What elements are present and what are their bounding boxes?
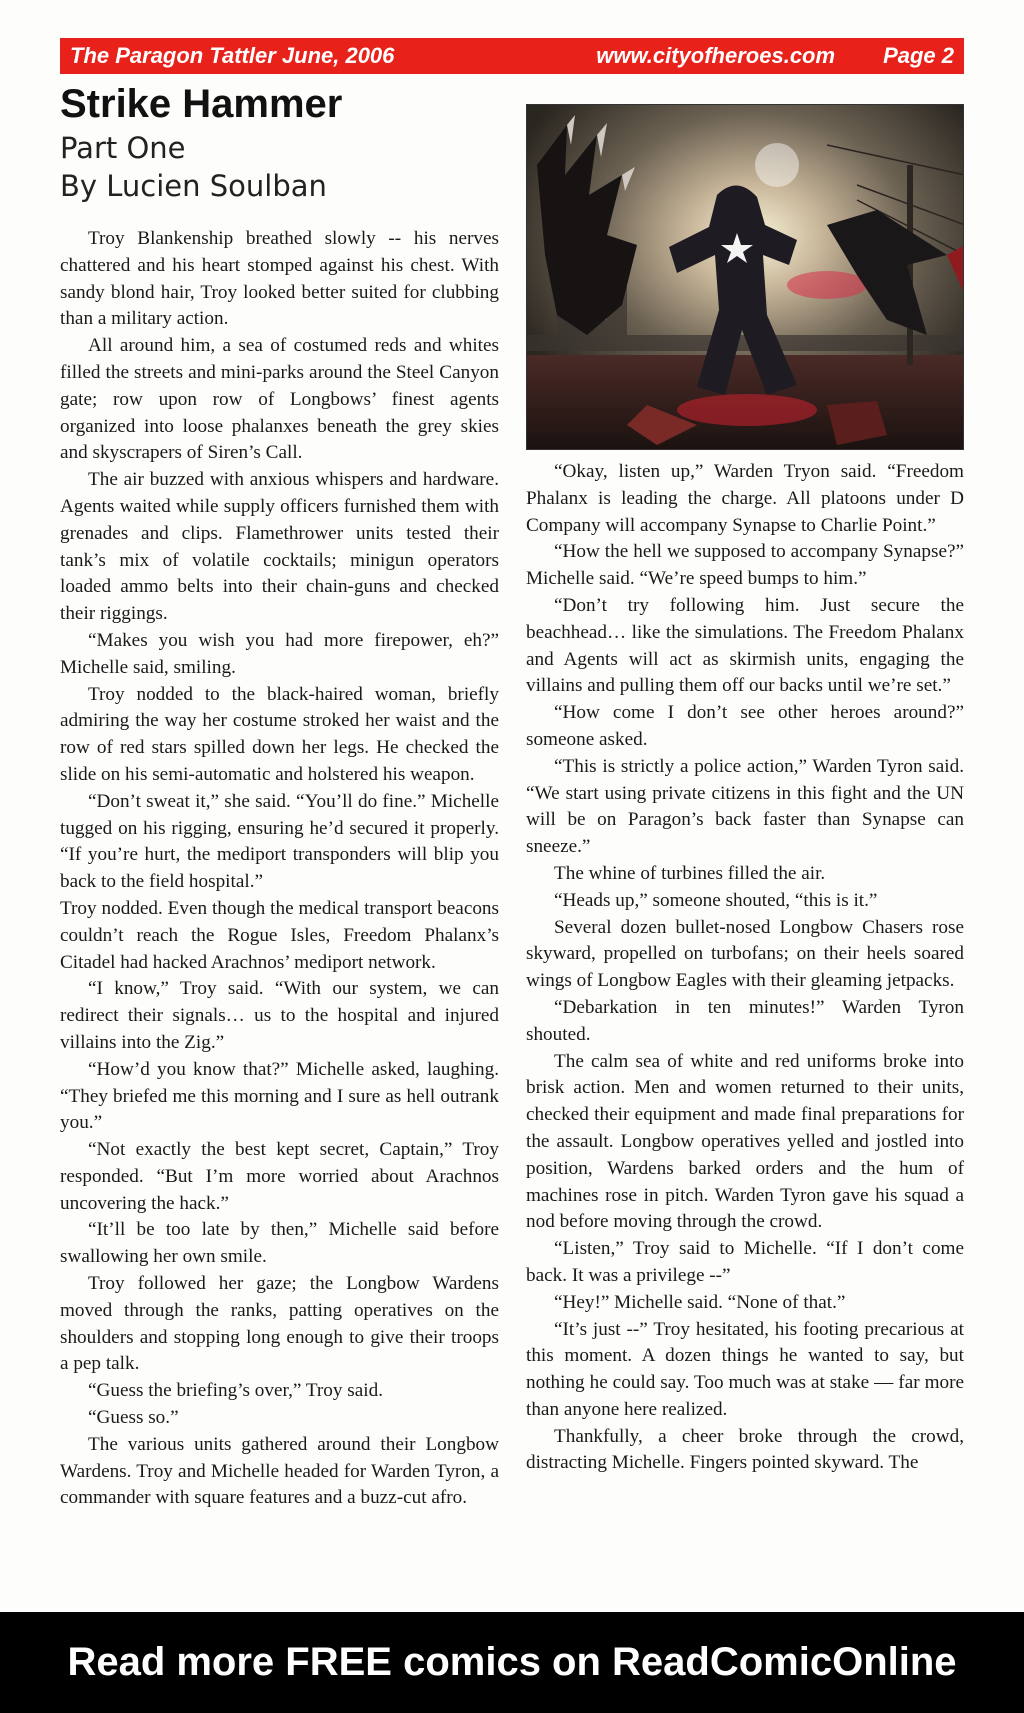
story-paragraph: Troy nodded to the black-haired woman, briefly admiring the way her costume stroked her waist and the row of red stars spilled down her legs. He checked the slide on his semi-automatic and holstered his weapon. xyxy=(60,683,499,785)
footer-banner[interactable] xyxy=(0,1612,1024,1713)
story-paragraph: “It’s just --” Troy hesitated, his footing precarious at this moment. A dozen things he wanted to say, but nothing he could say. Too much was at stake — far more than anyone here realized. xyxy=(526,1318,964,1420)
page-header-bar xyxy=(60,38,964,74)
story-paragraph: “Listen,” Troy said to Michelle. “If I don’t come back. It was a privilege --” xyxy=(526,1238,964,1286)
story-byline: By Lucien Soulban xyxy=(60,169,327,203)
story-part: Part One xyxy=(60,131,186,165)
story-paragraph: “Makes you wish you had more firepower, eh?” Michelle said, smiling. xyxy=(60,629,499,678)
story-paragraph: Troy nodded. Even though the medical transport beacons couldn’t reach the Rogue Isles, Freedom Phalanx’s Citadel had hacked Arachnos’ mediport network. xyxy=(60,897,499,973)
page-number: Page 2 xyxy=(883,43,954,68)
publication-title: The Paragon Tattler June, 2006 xyxy=(70,43,395,68)
story-paragraph: The air buzzed with anxious whispers and hardware. Agents waited while supply officers furnished them with grenades and clips. Flamethrower units tested their tank’s mix of volatile cocktails; minigun operators loaded ammo belts into their chain-guns and checked their riggings. xyxy=(60,469,499,625)
battle-scene-illustration xyxy=(526,104,964,450)
story-paragraph: “Not exactly the best kept secret, Captain,” Troy responded. “But I’m more worried about Arachnos uncovering the hack.” xyxy=(60,1139,499,1214)
left-text-column xyxy=(60,226,499,1512)
story-paragraph: “Don’t sweat it,” she said. “You’ll do fine.” Michelle tugged on his rigging, ensuring he’d secured it properly. “If you’re hurt, the mediport transponders will blip you back to the field hospital.” xyxy=(60,790,499,893)
story-paragraph: Several dozen bullet-nosed Longbow Chasers rose skyward, propelled on turbofans; on their heels soared wings of Longbow Eagles with their gleaming jetpacks. xyxy=(526,916,964,992)
story-paragraph: “It’ll be too late by then,” Michelle said before swallowing her own smile. xyxy=(60,1219,499,1268)
story-paragraph: “How the hell we supposed to accompany Synapse?” Michelle said. “We’re speed bumps to him.” xyxy=(526,541,964,590)
story-paragraph: “How’d you know that?” Michelle asked, laughing. “They briefed me this morning and I sure as hell outrank you.” xyxy=(60,1058,499,1134)
story-paragraph: Thankfully, a cheer broke through the crowd, distracting Michelle. Fingers pointed skyward. The xyxy=(526,1425,964,1474)
website-url[interactable]: www.cityofheroes.com xyxy=(596,43,836,68)
story-paragraph: The calm sea of white and red uniforms broke into brisk action. Men and women returned to their units, checked their equipment and made final preparations for the assault. Longbow operatives yelled and jostled into position, Wardens barked orders and the hum of machines rose in pitch. Warden Tyron gave his squad a nod before moving through the crowd. xyxy=(526,1050,964,1233)
story-paragraph: “Guess so.” xyxy=(88,1407,179,1429)
story-paragraph: “Hey!” Michelle said. “None of that.” xyxy=(554,1291,846,1313)
story-paragraph: All around him, a sea of costumed reds and whites filled the streets and mini-parks around the Steel Canyon gate; row upon row of Longbows’ finest agents organized into loose phalanxes beneath the grey skies and skyscrapers of Siren’s Call. xyxy=(60,335,499,464)
story-paragraph: Troy followed her gaze; the Longbow Wardens moved through the ranks, patting operatives on the shoulders and stopping long enough to give their troops a pep talk. xyxy=(60,1273,499,1375)
story-paragraph: Troy Blankenship breathed slowly -- his nerves chattered and his heart stomped against his chest. With sandy blond hair, Troy looked better suited for clubbing than a military action. xyxy=(60,228,499,330)
story-paragraph: “Debarkation in ten minutes!” Warden Tyron shouted. xyxy=(526,996,964,1045)
illustration-graphic xyxy=(527,105,964,450)
story-paragraph: “Okay, listen up,” Warden Tryon said. “Freedom Phalanx is leading the charge. All platoons under D Company will accompany Synapse to Charlie Point.” xyxy=(526,461,964,536)
story-title: Strike Hammer xyxy=(60,82,343,126)
right-text-column xyxy=(526,459,964,1477)
story-paragraph: The various units gathered around their Longbow Wardens. Troy and Michelle headed for Warden Tyron, a commander with square features and a buzz-cut afro. xyxy=(60,1433,499,1509)
footer-banner-text[interactable]: Read more FREE comics on ReadComicOnline xyxy=(67,1640,957,1684)
story-paragraph: “This is strictly a police action,” Warden Tyron said. “We start using private citizens in this fight and the UN will be on Paragon’s back faster than Synapse can sneeze.” xyxy=(526,755,964,858)
story-title-block xyxy=(60,80,500,204)
story-paragraph: “Don’t try following him. Just secure the beachhead… like the simulations. The Freedom Phalanx and Agents will act as skirmish units, engaging the villains and pulling them off our backs until we’re set.” xyxy=(526,594,964,697)
story-paragraph: “How come I don’t see other heroes around?” someone asked. xyxy=(526,702,964,750)
story-paragraph: “Guess the briefing’s over,” Troy said. xyxy=(88,1380,383,1402)
story-paragraph: “I know,” Troy said. “With our system, we can redirect their signals… us to the hospital and injured villains into the Zig.” xyxy=(60,978,499,1053)
story-paragraph: The whine of turbines filled the air. xyxy=(554,862,826,884)
story-paragraph: “Heads up,” someone shouted, “this is it.” xyxy=(554,889,878,911)
